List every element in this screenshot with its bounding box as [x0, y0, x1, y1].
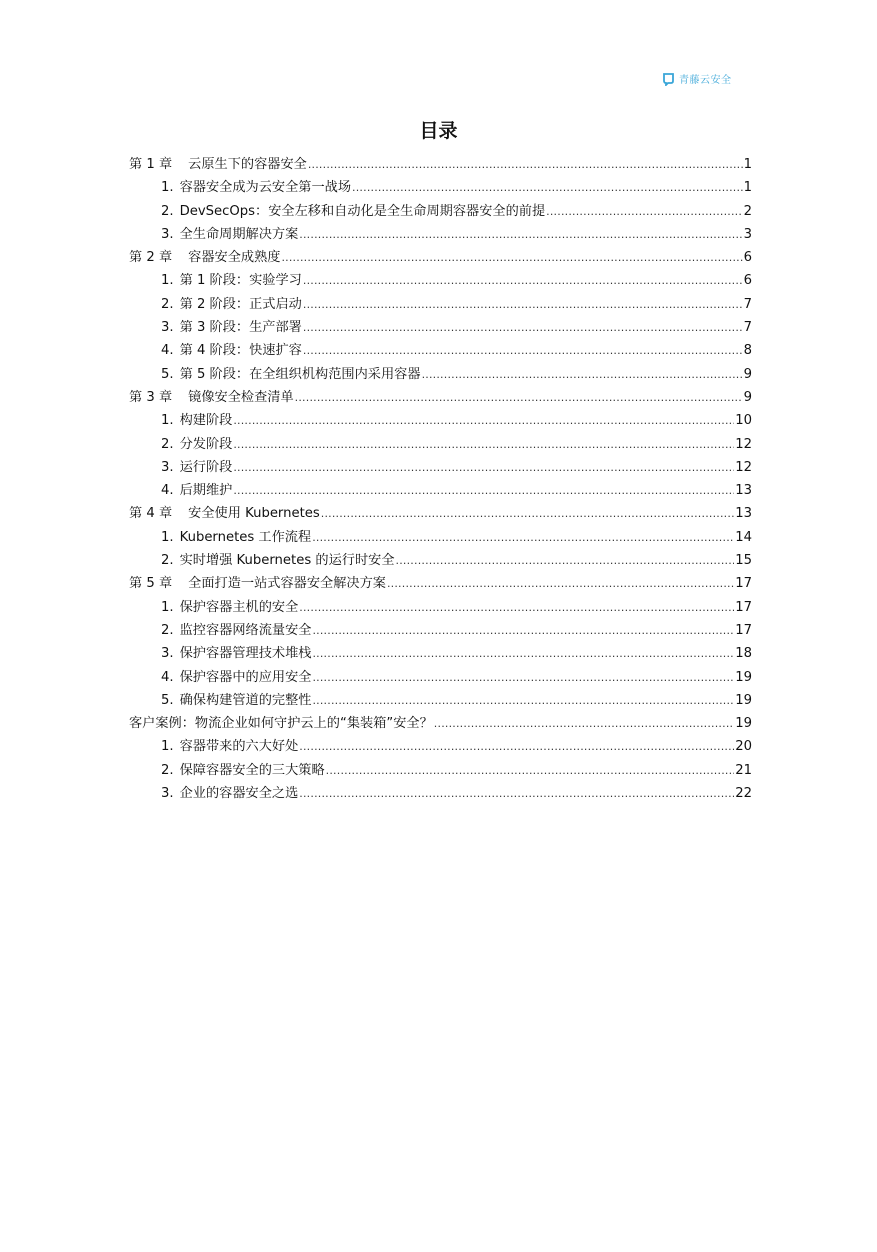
toc-dot-leader [352, 176, 743, 199]
toc-page-number: 1 [743, 180, 752, 196]
toc-entry-label: 构建阶段 [179, 413, 233, 429]
toc-page-number: 8 [743, 343, 752, 359]
toc-page-number: 13 [735, 506, 752, 522]
toc-section-entry[interactable] [129, 433, 752, 456]
toc-entry-number: 第 3 章 [129, 389, 173, 405]
toc-entry-label: 运行阶段 [179, 459, 233, 475]
toc-entry-label: 第 3 阶段：生产部署 [179, 320, 302, 336]
toc-page-number: 2 [743, 203, 752, 219]
toc-entry-number: 3. [161, 786, 174, 802]
toc-entry-number: 3. [161, 320, 174, 336]
toc-dot-leader [321, 502, 734, 525]
toc-section-entry[interactable] [129, 689, 752, 712]
toc-section-entry[interactable] [129, 176, 752, 199]
toc-dot-leader [303, 293, 743, 316]
toc-section-entry[interactable] [129, 666, 752, 689]
toc-page-number: 12 [735, 436, 752, 452]
toc-entry-number: 2. [161, 296, 174, 312]
toc-page-number: 15 [735, 553, 752, 569]
toc-page-number: 18 [735, 646, 752, 662]
toc-page-number: 14 [735, 529, 752, 545]
toc-dot-leader [546, 200, 742, 223]
toc-entry-label: 保护容器主机的安全 [179, 599, 299, 615]
toc-entry-number: 5. [161, 366, 174, 382]
toc-section-entry[interactable] [129, 479, 752, 502]
toc-page-number: 1 [743, 157, 752, 172]
toc-entry-label: 实时增强 Kubernetes 的运行时安全 [179, 553, 395, 569]
toc-entry-number: 3. [161, 226, 174, 242]
toc-page-number: 13 [735, 483, 752, 499]
toc-chapter-entry[interactable] [129, 153, 752, 176]
toc-entry-number: 第 1 章 [129, 157, 173, 172]
toc-entry-number: 1. [161, 413, 174, 429]
toc-section-entry[interactable] [129, 782, 752, 805]
toc-dot-leader [299, 223, 742, 246]
toc-entry-number: 第 4 章 [129, 506, 173, 522]
toc-entry-number: 1. [161, 739, 174, 755]
toc-chapter-entry[interactable] [129, 502, 752, 525]
toc-section-entry[interactable] [129, 200, 752, 223]
toc-dot-leader [303, 269, 743, 292]
toc-entry-label: 第 1 阶段：实验学习 [179, 273, 302, 289]
toc-section-entry[interactable] [129, 316, 752, 339]
toc-section-entry[interactable] [129, 596, 752, 619]
toc-page-number: 6 [743, 250, 752, 266]
toc-dot-leader [308, 153, 743, 176]
toc-section-entry[interactable] [129, 735, 752, 758]
toc-entry-label: 保护容器中的应用安全 [179, 669, 312, 685]
toc-entry-label: 保护容器管理技术堆栈 [179, 646, 312, 662]
toc-entry-label: 镜像安全检查清单 [188, 389, 294, 405]
toc-entry-number: 第 2 章 [129, 250, 173, 266]
toc-page-number: 9 [743, 389, 752, 405]
toc-dot-leader [312, 666, 734, 689]
toc-page-number: 9 [743, 366, 752, 382]
toc-page-number: 6 [743, 273, 752, 289]
toc-chapter-entry[interactable] [129, 386, 752, 409]
toc-entry-number: 4. [161, 343, 174, 359]
toc-entry-label: 确保构建管道的完整性 [179, 692, 312, 708]
brand-logo-text: 青藤云安全 [679, 75, 732, 86]
toc-entry-number: 1. [161, 273, 174, 289]
toc-page-number: 22 [735, 786, 752, 802]
toc-dot-leader [299, 735, 734, 758]
toc-entry-label: 保障容器安全的三大策略 [179, 762, 325, 778]
toc-entry-number: 3. [161, 646, 174, 662]
toc-entry-label: Kubernetes 工作流程 [179, 529, 312, 545]
toc-entry-label: 安全使用 Kubernetes [188, 506, 320, 522]
toc-entry-label: 容器带来的六大好处 [179, 739, 299, 755]
toc-dot-leader [281, 246, 742, 269]
toc-page-number: 17 [735, 622, 752, 638]
toc-entry-number: 4. [161, 669, 174, 685]
toc-dot-leader [303, 316, 743, 339]
brand-logo-icon [662, 72, 675, 86]
toc-section-entry[interactable] [129, 642, 752, 665]
toc-entry-number: 2. [161, 553, 174, 569]
toc-entry-label: 第 5 阶段：在全组织机构范围内采用容器 [179, 366, 421, 382]
toc-entry-number: 1. [161, 599, 174, 615]
toc-page-number: 21 [735, 762, 752, 778]
toc-entry-label: 第 4 阶段：快速扩容 [179, 343, 302, 359]
toc-entry-label: 后期维护 [179, 483, 233, 499]
toc-dot-leader [312, 642, 734, 665]
toc-section-entry[interactable] [129, 339, 752, 362]
toc-page-number: 19 [735, 692, 752, 708]
toc-dot-leader [233, 456, 734, 479]
toc-entry-label: 第 2 阶段：正式启动 [179, 296, 302, 312]
toc-dot-leader [299, 596, 734, 619]
toc-page-number: 10 [735, 413, 752, 429]
toc-entry-number: 1. [161, 180, 174, 196]
toc-entry-number: 3. [161, 459, 174, 475]
toc-page-number: 7 [743, 296, 752, 312]
page-title: 目录 [419, 120, 458, 142]
toc-entry-label: DevSecOps：安全左移和自动化是全生命周期容器安全的前提 [179, 203, 546, 219]
toc-section-entry[interactable] [129, 456, 752, 479]
toc-entry-number: 2. [161, 203, 174, 219]
toc-page-number: 7 [743, 320, 752, 336]
toc-entry-number: 1. [161, 529, 174, 545]
toc-page-number: 17 [735, 599, 752, 615]
toc-chapter-entry[interactable] [129, 572, 752, 595]
toc-chapter-entry[interactable] [129, 246, 752, 269]
toc-entry-label: 企业的容器安全之选 [179, 786, 299, 802]
toc-section-entry[interactable] [129, 409, 752, 432]
table-of-contents [129, 153, 752, 805]
toc-dot-leader [312, 689, 734, 712]
toc-dot-leader [299, 782, 734, 805]
toc-entry-label: 监控容器网络流量安全 [179, 622, 312, 638]
toc-entry-label: 分发阶段 [179, 436, 233, 452]
toc-entry-number: 4. [161, 483, 174, 499]
toc-page-number: 17 [735, 576, 752, 592]
toc-dot-leader [312, 526, 734, 549]
toc-section-entry[interactable] [129, 526, 752, 549]
toc-section-entry[interactable] [129, 269, 752, 292]
toc-page-number: 19 [735, 716, 752, 732]
toc-section-entry[interactable] [129, 619, 752, 642]
toc-dot-leader [312, 619, 734, 642]
toc-section-entry[interactable] [129, 293, 752, 316]
toc-entry-label: 容器安全成熟度 [188, 250, 281, 266]
toc-page-number: 12 [735, 459, 752, 475]
toc-page-number: 19 [735, 669, 752, 685]
toc-dot-leader [233, 479, 734, 502]
toc-entry-number: 2. [161, 762, 174, 778]
toc-dot-leader [295, 386, 743, 409]
toc-section-entry[interactable] [129, 759, 752, 782]
toc-entry-label: 客户案例：物流企业如何守护云上的“集装箱”安全？ [129, 716, 433, 732]
toc-dot-leader [396, 549, 735, 572]
toc-dot-leader [422, 363, 743, 386]
toc-entry-label: 全面打造一站式容器安全解决方案 [188, 576, 386, 592]
toc-dot-leader [233, 433, 734, 456]
toc-entry-number: 2. [161, 436, 174, 452]
toc-entry-label: 容器安全成为云安全第一战场 [179, 180, 352, 196]
toc-section-entry[interactable] [129, 223, 752, 246]
toc-entry-number: 5. [161, 692, 174, 708]
toc-dot-leader [387, 572, 734, 595]
toc-dot-leader [434, 712, 734, 735]
toc-entry-number: 第 5 章 [129, 576, 173, 592]
toc-dot-leader [326, 759, 735, 782]
toc-chapter-entry[interactable] [129, 712, 752, 735]
toc-entry-label: 全生命周期解决方案 [179, 226, 299, 242]
toc-entry-number: 2. [161, 622, 174, 638]
toc-section-entry[interactable] [129, 363, 752, 386]
toc-entry-label: 云原生下的容器安全 [188, 157, 307, 172]
toc-page-number: 3 [743, 226, 752, 242]
toc-dot-leader [233, 409, 734, 432]
toc-section-entry[interactable] [129, 549, 752, 572]
brand-logo [662, 71, 732, 86]
toc-dot-leader [303, 339, 743, 362]
toc-page-number: 20 [735, 739, 752, 755]
